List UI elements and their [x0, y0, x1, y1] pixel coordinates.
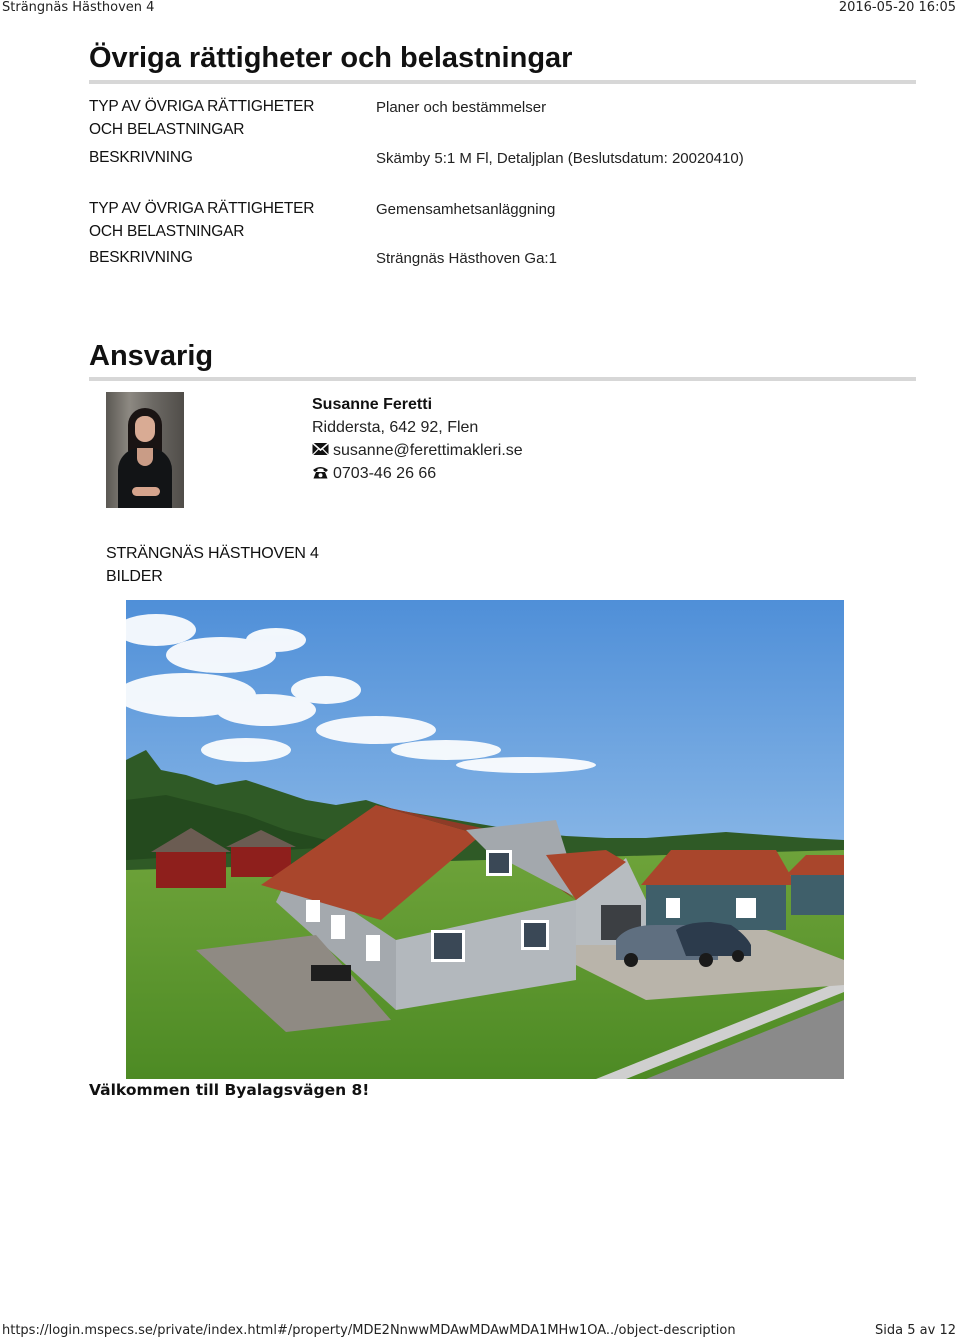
agent-email[interactable]: susanne@ferettimakleri.se [333, 442, 523, 459]
envelope-icon [312, 442, 329, 456]
gallery-property-label: STRÄNGNÄS HÄSTHOVEN 4 [106, 545, 319, 562]
print-footer [0, 1323, 960, 1339]
rights-heading-rule [89, 80, 916, 84]
rights-entry-1-type-label: TYP AV ÖVRIGA RÄTTIGHETER OCH BELASTNINGAR [89, 98, 315, 138]
responsible-heading-rule [89, 377, 916, 381]
property-photo [126, 600, 844, 1079]
agent-phone[interactable]: 0703-46 26 66 [333, 465, 437, 482]
print-header [0, 0, 960, 16]
agent-address: Riddersta, 642 92, Flen [312, 419, 479, 436]
rights-entry-2-desc-value: Strängnäs Hästhoven Ga:1 [376, 250, 557, 267]
print-footer-page: Sida 5 av 12 [875, 1323, 956, 1338]
responsible-heading: Ansvarig [89, 340, 214, 372]
agent-phone-row[interactable] [312, 464, 436, 484]
print-footer-url: https://login.mspecs.se/private/index.html#/property/MDE2NnwwMDAwMDAwMDA1MHw1OA../object-description [2, 1323, 736, 1338]
rights-heading: Övriga rättigheter och belastningar [89, 42, 573, 74]
agent-name: Susanne Feretti [312, 396, 433, 413]
rights-entry-2-desc-label: BESKRIVNING [89, 249, 193, 266]
print-header-timestamp: 2016-05-20 16:05 [838, 0, 956, 15]
rights-entry-1-desc-value: Skämby 5:1 M Fl, Detaljplan (Beslutsdatum: 20020410) [376, 150, 744, 167]
rights-entry-2-type-value: Gemensamhetsanläggning [376, 201, 556, 218]
photo-caption: Välkommen till Byalagsvägen 8! [89, 1081, 370, 1099]
agent-email-row[interactable] [312, 441, 523, 461]
agent-photo [106, 392, 184, 508]
gallery-section-label: BILDER [106, 568, 163, 585]
phone-icon [312, 465, 329, 479]
rights-entry-1-type-value: Planer och bestämmelser [376, 99, 547, 116]
print-header-title: Strängnäs Hästhoven 4 [2, 0, 155, 15]
rights-entry-2-type-label: TYP AV ÖVRIGA RÄTTIGHETER OCH BELASTNINGAR [89, 200, 315, 240]
rights-entry-1-desc-label: BESKRIVNING [89, 149, 193, 166]
